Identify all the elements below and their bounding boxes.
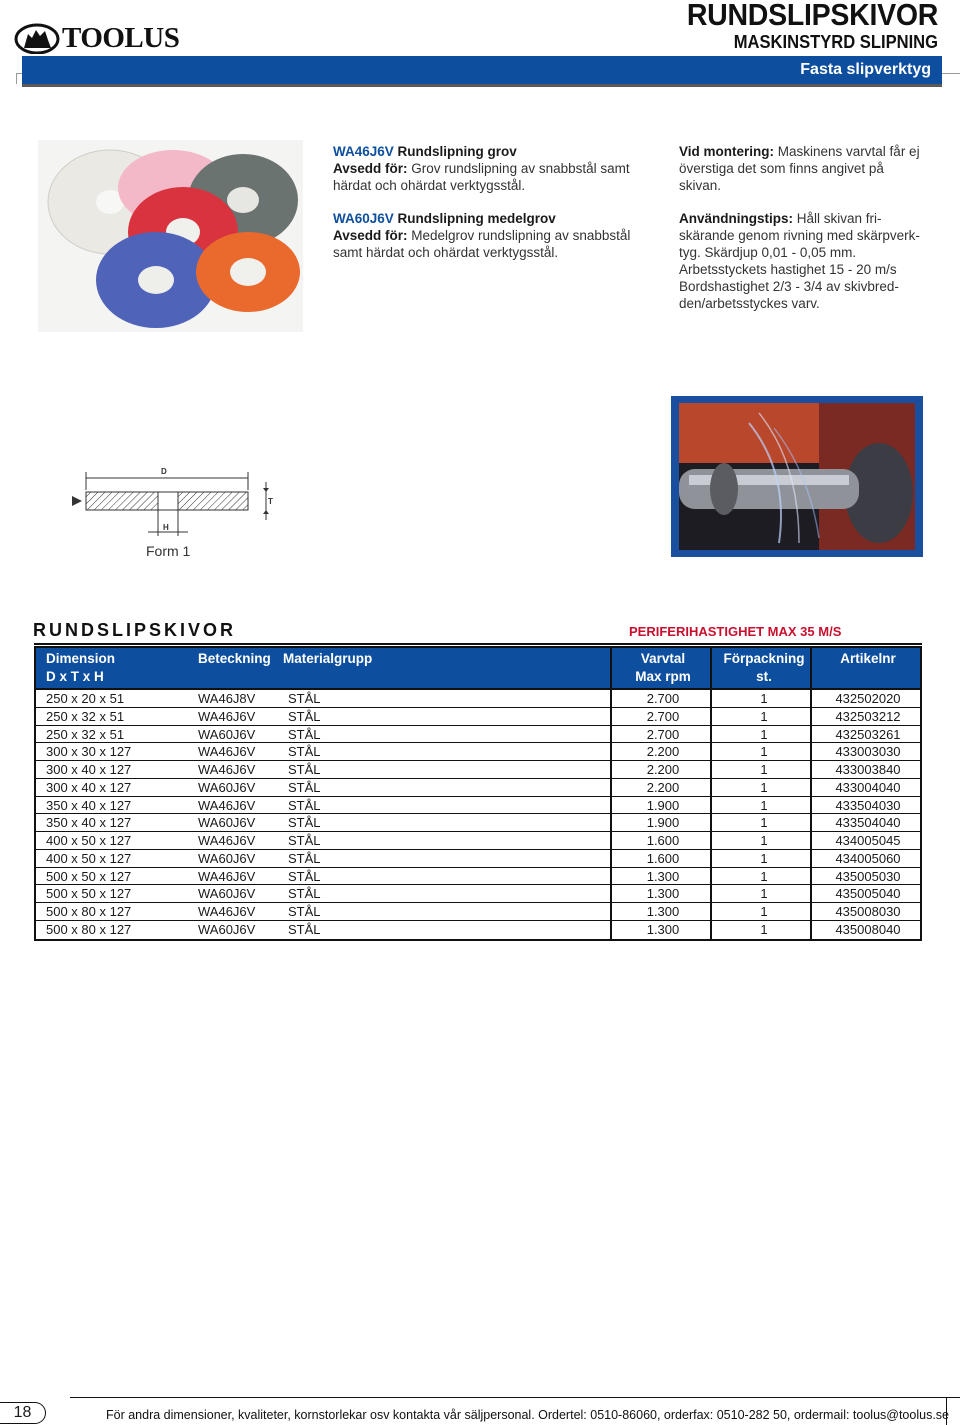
cell-artikelnr: 432503261 [835,726,901,742]
logo-wordmark: TOOLUS [62,21,180,54]
table-row [36,779,920,797]
cell-beteckning: WA60J6V [198,815,256,831]
cell-forpackning: 1 [760,921,768,937]
product-title: Rundslipning grov [393,144,517,159]
mounting-label: Vid montering: [679,144,775,159]
cell-beteckning: WA46J6V [198,868,256,884]
table-row [36,797,920,815]
column-divider [610,690,612,939]
table-row [36,690,920,708]
cell-varvtal: 1.600 [646,850,680,866]
cell-artikelnr: 433004040 [835,779,901,795]
cell-forpackning: 1 [760,815,768,831]
mounting-text: Maskinens varvtal får ej överstiga det som finns angivet på skivan. [679,144,920,193]
cell-artikelnr: 435005040 [835,886,901,902]
wolf-logo-icon [14,22,60,54]
column-divider [810,690,812,939]
cell-varvtal: 1.300 [646,921,680,937]
cell-forpackning: 1 [760,868,768,884]
cell-materialgrupp: STÅL [288,815,321,831]
cell-dimension: 400 x 50 x 127 [46,833,132,848]
cell-forpackning: 1 [760,850,768,866]
cell-forpackning: 1 [760,886,768,902]
product-description-coarse [333,143,653,194]
table-heading: RUNDSLIPSKIVOR [33,620,237,640]
cell-dimension: 500 x 50 x 127 [46,886,132,902]
table-heading-rule [34,643,922,645]
col-header-dimension-sub: D x T x H [46,669,104,684]
cell-forpackning: 1 [760,779,768,795]
col-header-beteckning: Beteckning [198,651,271,666]
cell-materialgrupp: STÅL [288,691,321,706]
cell-artikelnr: 435008040 [835,921,901,937]
cell-dimension: 500 x 80 x 127 [46,921,132,937]
cell-artikelnr: 433003840 [835,762,901,777]
product-descriptions [333,143,653,277]
cell-dimension: 250 x 20 x 51 [46,691,125,706]
column-divider [710,690,712,939]
cell-artikelnr: 432502020 [835,691,901,706]
cell-dimension: 350 x 40 x 127 [46,797,132,813]
cell-beteckning: WA60J6V [198,779,256,795]
cell-beteckning: WA60J6V [198,726,256,742]
cell-beteckning: WA46J8V [198,691,256,706]
grinding-wheels-photo [38,140,303,332]
cell-beteckning: WA46J6V [198,708,256,724]
table-row [36,832,920,850]
cell-beteckning: WA60J6V [198,850,256,866]
column-divider [610,648,612,688]
section-bar-shadow [22,84,942,87]
table-row [36,743,920,761]
col-header-materialgrupp: Materialgrupp [283,651,373,666]
footer-contact: För andra dimensioner, kvaliteter, kornstorlekar osv kontakta vår säljpersonal. Ordertel: 0510-86060, orderfax: 0510-282 50, ordermail: toolus@toolus.se [106,1408,949,1422]
column-divider [710,648,712,688]
cell-beteckning: WA46J6V [198,904,256,919]
cell-forpackning: 1 [760,797,768,813]
cell-materialgrupp: STÅL [288,797,321,813]
col-header-varvtal: Varvtal [640,651,686,666]
page-subtitle: MASKINSTYRD SLIPNING [733,32,938,52]
cell-artikelnr: 432503212 [835,708,901,724]
cell-varvtal: 2.700 [646,708,680,724]
col-header-varvtal-sub: Max rpm [635,669,691,684]
tips-label: Användningstips: [679,211,793,226]
cell-varvtal: 1.900 [646,797,680,813]
cell-artikelnr: 434005045 [835,833,901,848]
product-code: WA46J6V [333,144,394,159]
mounting-note [679,143,924,194]
cell-artikelnr: 435008030 [835,904,901,919]
cell-forpackning: 1 [760,691,768,706]
cell-materialgrupp: STÅL [288,868,321,884]
cell-forpackning: 1 [760,904,768,919]
page-number: 18 [0,1402,46,1424]
table-row [36,726,920,744]
product-title: Rundslipning medelgrov [393,211,556,226]
table-body [36,690,920,939]
cell-materialgrupp: STÅL [288,744,321,760]
cell-beteckning: WA46J6V [198,744,256,760]
table-row [36,921,920,939]
table-row [36,814,920,832]
column-divider [810,648,812,688]
cell-varvtal: 2.200 [646,779,680,795]
cell-artikelnr: 433504040 [835,815,901,831]
brand-logo [14,20,179,56]
diagram-label-t: T [268,497,273,506]
cell-dimension: 250 x 32 x 51 [46,708,125,724]
cell-forpackning: 1 [760,762,768,777]
table-header [36,648,920,688]
col-header-forpackning-sub: st. [756,669,772,684]
cell-forpackning: 1 [760,726,768,742]
page-title: RUNDSLIPSKIVOR [686,0,938,32]
grinding-action-photo [671,396,923,557]
cell-dimension: 300 x 30 x 127 [46,744,132,760]
tips-text: Håll skivan fri-skärande genom rivning med skärpverk-tyg. Skärdjup 0,01 - 0,05 mm. Arbetsstyckets hastighet 15 - 20 m/s Bordshastighet 2/3 - 3/4 av skivbred-den/arbetsstyckes varv. [679,211,920,311]
cell-forpackning: 1 [760,744,768,760]
cell-varvtal: 2.200 [646,744,680,760]
cell-materialgrupp: STÅL [288,833,321,848]
wheel-profile-diagram [66,460,286,540]
table-row [36,868,920,886]
cell-materialgrupp: STÅL [288,726,321,742]
product-code: WA60J6V [333,211,394,226]
cell-varvtal: 1.900 [646,815,680,831]
usage-text: Medelgrov rundslipning av snabbstål samt härdat och ohärdat verktygsstål. [333,228,631,260]
cell-varvtal: 1.600 [646,833,680,848]
cell-varvtal: 2.200 [646,762,680,777]
cell-beteckning: WA46J6V [198,833,256,848]
cell-materialgrupp: STÅL [288,850,321,866]
cell-dimension: 300 x 40 x 127 [46,779,132,795]
cell-beteckning: WA60J6V [198,921,256,937]
cell-materialgrupp: STÅL [288,762,321,777]
cell-materialgrupp: STÅL [288,921,321,937]
cell-varvtal: 1.300 [646,904,680,919]
header-rule-tick [16,73,17,84]
diagram-caption: Form 1 [146,543,191,559]
usage-label: Avsedd för: [333,161,408,176]
cell-artikelnr: 434005060 [835,850,901,866]
cell-beteckning: WA46J6V [198,762,256,777]
diagram-label-d: D [161,467,167,476]
product-table [34,646,922,941]
product-description-medium [333,210,653,261]
tips-note [679,210,924,312]
diagram-label-h: H [163,523,169,532]
cell-varvtal: 1.300 [646,868,680,884]
cell-dimension: 350 x 40 x 127 [46,815,132,831]
table-row [36,885,920,903]
cell-dimension: 500 x 80 x 127 [46,904,132,919]
cell-dimension: 500 x 50 x 127 [46,868,132,884]
cell-artikelnr: 433003030 [835,744,901,760]
cell-artikelnr: 433504030 [835,797,901,813]
footer-rule [70,1397,960,1398]
cell-forpackning: 1 [760,833,768,848]
cell-materialgrupp: STÅL [288,904,321,919]
cell-forpackning: 1 [760,708,768,724]
speed-note: PERIFERIHASTIGHET MAX 35 M/S [629,624,842,639]
section-label: Fasta slipverktyg [800,61,931,78]
cell-dimension: 300 x 40 x 127 [46,762,132,777]
table-row [36,903,920,921]
cell-varvtal: 2.700 [646,691,680,706]
cell-beteckning: WA60J6V [198,886,256,902]
usage-label: Avsedd för: [333,228,408,243]
cell-artikelnr: 435005030 [835,868,901,884]
cell-varvtal: 2.700 [646,726,680,742]
cell-materialgrupp: STÅL [288,708,321,724]
col-header-dimension: Dimension [46,651,116,666]
cell-beteckning: WA46J6V [198,797,256,813]
table-row [36,708,920,726]
cell-materialgrupp: STÅL [288,886,321,902]
cell-dimension: 400 x 50 x 127 [46,850,132,866]
table-row [36,850,920,868]
usage-notes [679,143,924,328]
usage-text: Grov rundslipning av snabbstål samt härdat och ohärdat verktygsstål. [333,161,630,193]
cell-materialgrupp: STÅL [288,779,321,795]
col-header-forpackning: Förpackning [723,651,805,666]
col-header-artikelnr: Artikelnr [840,651,896,666]
cell-varvtal: 1.300 [646,886,680,902]
table-row [36,761,920,779]
cell-dimension: 250 x 32 x 51 [46,726,125,742]
